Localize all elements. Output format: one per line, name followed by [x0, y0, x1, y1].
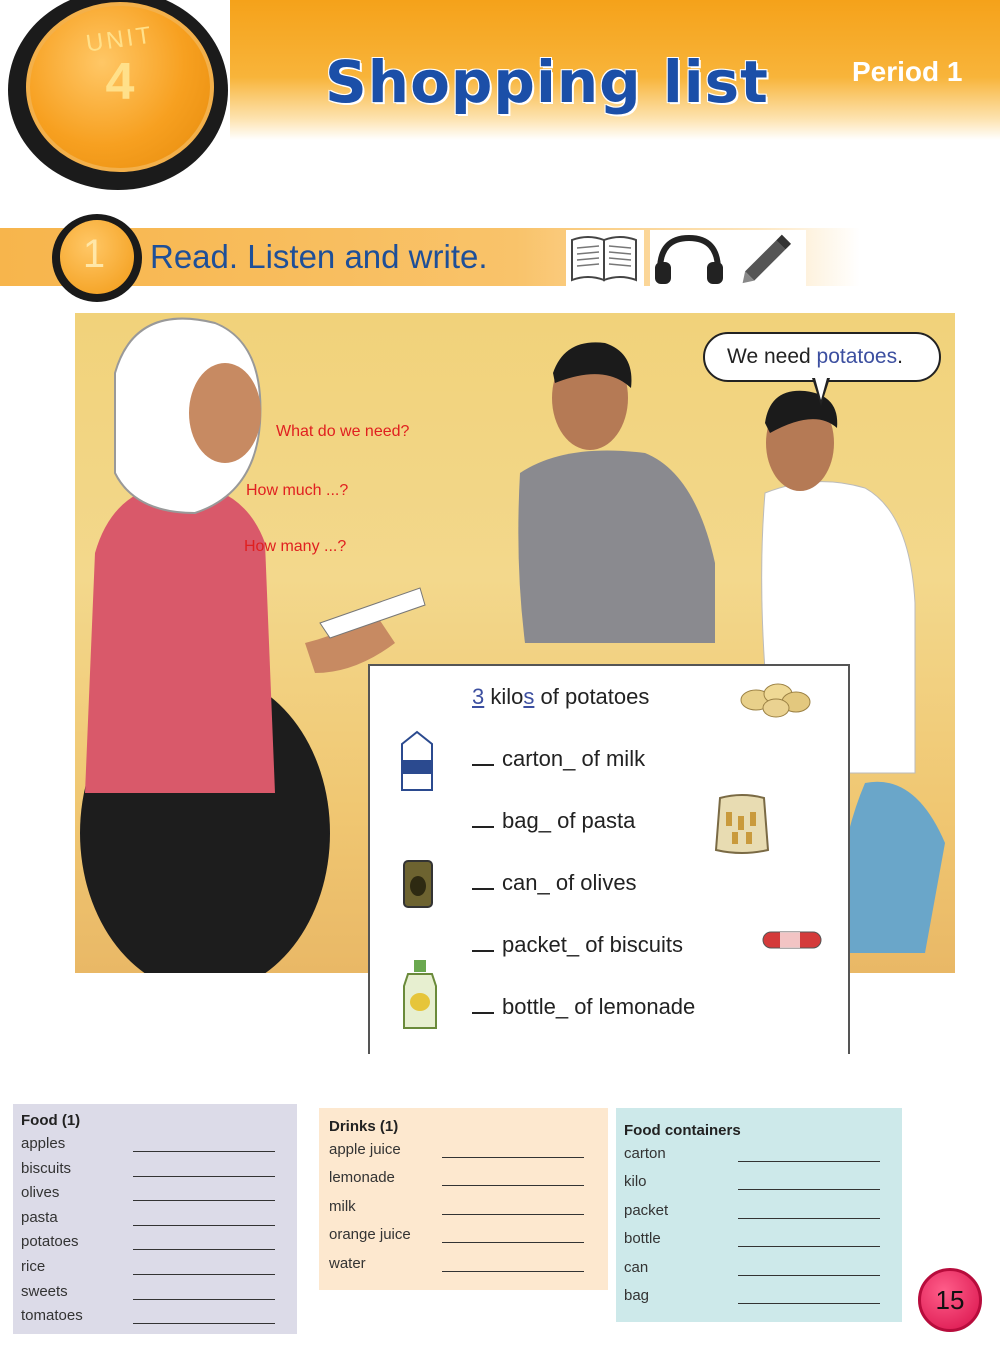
container-word: packet_ [502, 932, 580, 957]
pencil-icon [728, 230, 806, 286]
word-row [21, 1209, 289, 1234]
question-how-much: How much ...? [246, 482, 349, 499]
word: can [624, 1258, 649, 1276]
list-item-pasta[interactable] [472, 808, 635, 834]
word-row [624, 1145, 894, 1173]
answer-line[interactable] [133, 1274, 275, 1275]
word-row [329, 1226, 598, 1254]
word: sweets [21, 1282, 68, 1300]
answer-line[interactable] [442, 1242, 584, 1243]
period-label: Period 1 [852, 56, 963, 87]
answer-line[interactable] [738, 1303, 880, 1304]
answer-line[interactable] [442, 1157, 584, 1158]
word: rice [21, 1257, 46, 1275]
word-row [21, 1283, 289, 1308]
word-row [21, 1307, 289, 1332]
item-text: of potatoes [540, 684, 650, 709]
unit-number: 4 [105, 53, 135, 111]
speech-bubble [703, 332, 941, 382]
word-row [329, 1141, 598, 1169]
milk-carton-picture [398, 730, 436, 792]
answer-line[interactable] [738, 1246, 880, 1247]
word-row [624, 1230, 894, 1258]
plural-answer: s [523, 684, 535, 709]
word-row [21, 1160, 289, 1185]
answer-line[interactable] [133, 1323, 275, 1324]
answer-line[interactable] [133, 1151, 275, 1152]
wordbox-drinks [319, 1108, 608, 1290]
section-instruction: Read. Listen and write. [150, 238, 488, 275]
question-how-many: How many ...? [244, 538, 347, 555]
wordbox-containers [616, 1108, 902, 1322]
olive-can-picture [401, 858, 435, 910]
speech-highlight: potatoes [816, 345, 898, 368]
amount-blank[interactable] [472, 750, 494, 766]
word: bottle [624, 1230, 661, 1248]
item-text: of lemonade [574, 994, 696, 1019]
word: water [329, 1254, 366, 1272]
item-text: of olives [555, 870, 637, 895]
container-word: bag_ [502, 808, 551, 833]
amount-answer: 3 [472, 684, 485, 709]
question-what: What do we need? [276, 423, 410, 440]
list-item-biscuits[interactable] [472, 932, 683, 958]
word-row [329, 1255, 598, 1283]
word: carton [624, 1145, 666, 1162]
amount-blank[interactable] [472, 998, 494, 1014]
word: tomatoes [21, 1307, 83, 1325]
word-row [21, 1233, 289, 1258]
word-row [21, 1135, 289, 1160]
wordbox-title: Food (1) [21, 1112, 81, 1129]
container-word: bottle_ [502, 994, 569, 1019]
container-word: can_ [502, 870, 550, 895]
answer-line[interactable] [738, 1275, 880, 1276]
answer-line[interactable] [133, 1299, 275, 1300]
word-row [329, 1198, 598, 1226]
section-number: 1 [82, 232, 106, 276]
book-icon [566, 230, 644, 286]
word: kilo [624, 1173, 647, 1191]
list-item-olives[interactable] [472, 870, 637, 896]
answer-line[interactable] [442, 1185, 584, 1186]
word: biscuits [21, 1159, 72, 1177]
word-row [624, 1287, 894, 1315]
potatoes-picture [738, 680, 814, 720]
answer-line[interactable] [442, 1271, 584, 1272]
answer-line[interactable] [133, 1200, 275, 1201]
word: lemonade [329, 1169, 395, 1187]
word: potatoes [21, 1233, 79, 1251]
word: orange juice [329, 1226, 411, 1244]
amount-blank[interactable] [472, 874, 494, 890]
word-row [21, 1258, 289, 1283]
biscuit-packet-picture [760, 927, 824, 953]
word: apple juice [329, 1141, 401, 1158]
answer-line[interactable] [738, 1189, 880, 1190]
answer-line[interactable] [738, 1161, 880, 1162]
word-row [624, 1202, 894, 1230]
unit-label: UNIT [84, 21, 156, 58]
speech-tail-inner [815, 378, 827, 400]
page-number: 15 [918, 1268, 982, 1332]
word: apples [21, 1135, 66, 1152]
list-item-lemonade[interactable] [472, 994, 695, 1020]
list-item-milk[interactable] [472, 746, 645, 772]
word: olives [21, 1184, 60, 1202]
headphones-icon [650, 230, 728, 286]
container-word: carton_ [502, 746, 576, 771]
amount-blank[interactable] [472, 936, 494, 952]
item-text: of milk [581, 746, 646, 771]
answer-line[interactable] [133, 1225, 275, 1226]
word-row [21, 1184, 289, 1209]
wordbox-title: Drinks (1) [329, 1118, 399, 1135]
lemonade-bottle-picture [400, 958, 440, 1030]
answer-line[interactable] [442, 1214, 584, 1215]
word-row [329, 1169, 598, 1197]
wordbox-food [13, 1104, 297, 1334]
word: packet [624, 1201, 669, 1219]
pasta-bag-picture [712, 792, 772, 856]
amount-blank[interactable] [472, 812, 494, 828]
word-row [624, 1173, 894, 1201]
word: pasta [21, 1208, 58, 1226]
wordbox-title: Food containers [624, 1122, 741, 1139]
word: bag [624, 1286, 650, 1304]
speech-suffix: . [897, 345, 903, 368]
word-row [624, 1259, 894, 1287]
answer-line[interactable] [738, 1218, 880, 1219]
item-text: of biscuits [585, 932, 684, 957]
answer-line[interactable] [133, 1176, 275, 1177]
word: milk [329, 1197, 356, 1215]
answer-line[interactable] [133, 1249, 275, 1250]
list-item-potatoes[interactable] [472, 684, 649, 710]
page-title: Shopping list [325, 48, 769, 116]
container-word: kilo [490, 684, 524, 709]
speech-prefix: We need [727, 345, 817, 368]
item-text: of pasta [557, 808, 636, 833]
